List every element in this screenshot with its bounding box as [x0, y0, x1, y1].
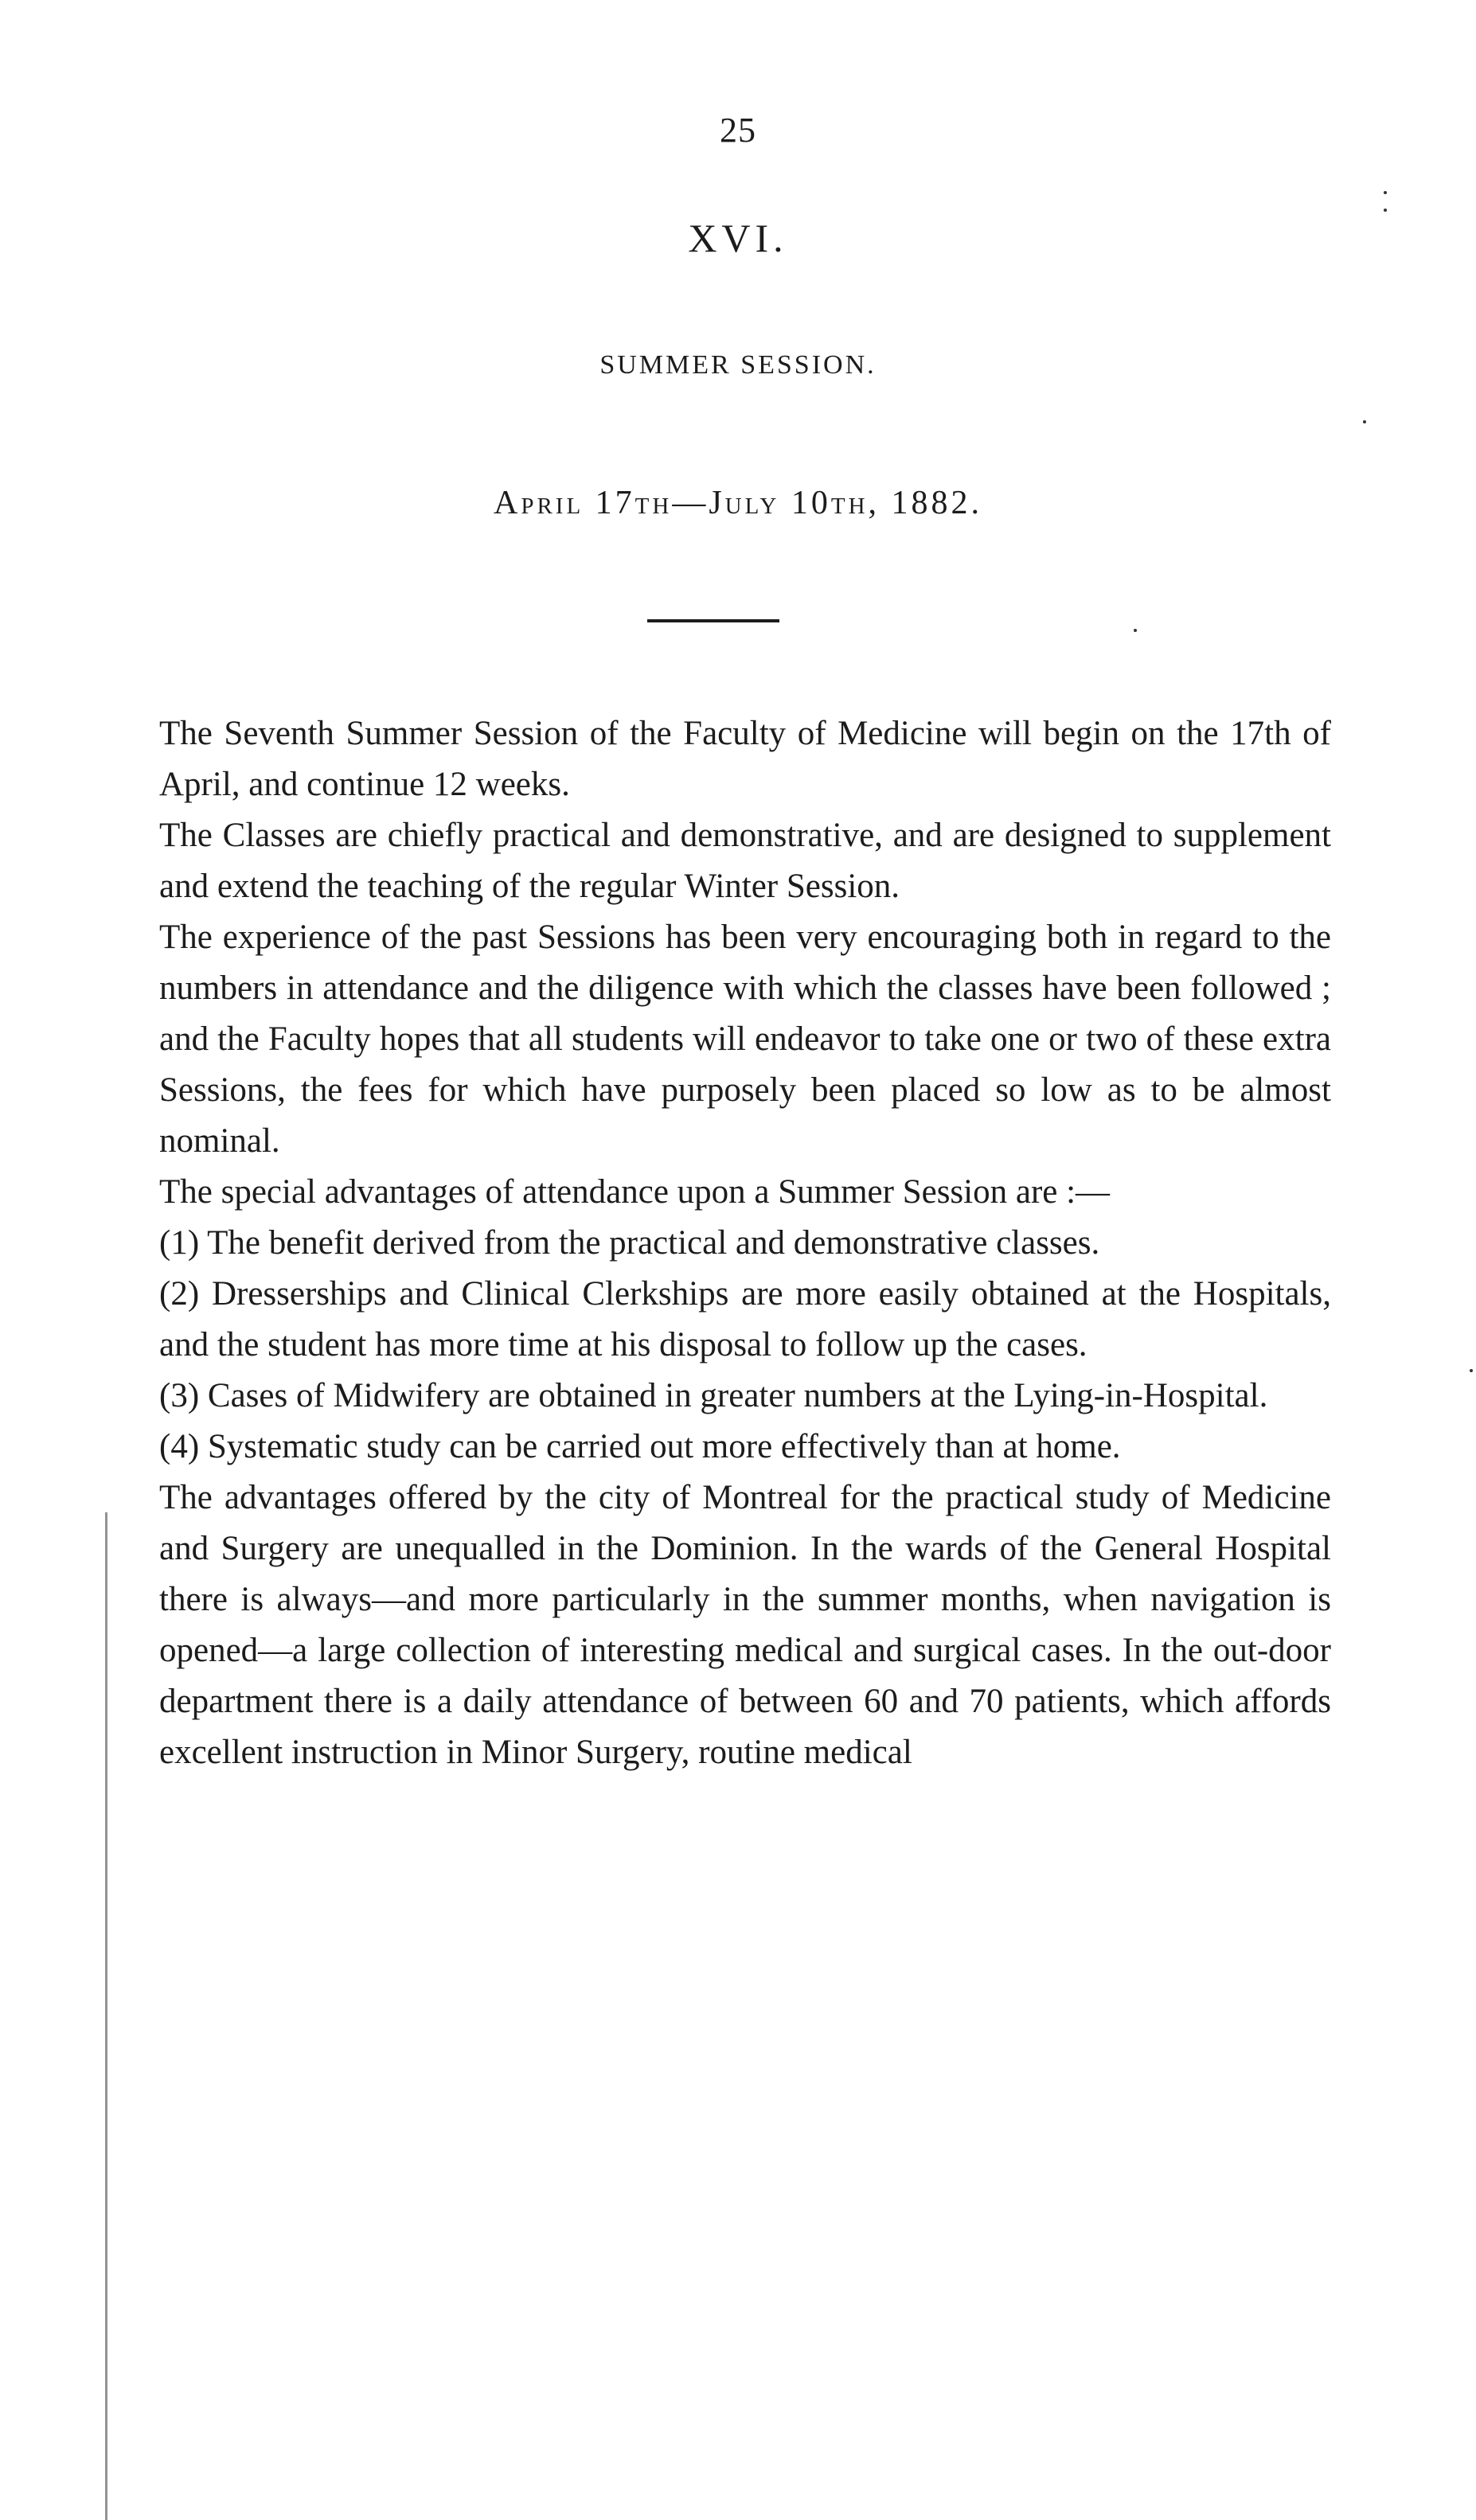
chapter-numeral: XVI.: [688, 216, 788, 260]
section-title: SUMMER SESSION.: [599, 350, 877, 380]
scan-speck: [1363, 420, 1366, 423]
paragraph-session-start: The Seventh Summer Session of the Faculty of Medicine will begin on the 17th of April, and continue 12 weeks.: [159, 715, 1331, 803]
section-divider-rule: [647, 619, 779, 622]
paragraph-classes: The Classes are chiefly practical and demonstrative, and are designed to supplement and extend the teaching of the regular Winter Session.: [159, 817, 1331, 905]
scan-speck: [1134, 629, 1137, 632]
list-item-midwifery: (3) Cases of Midwifery are obtained in greater numbers at the Lying-in-Hospital.: [159, 1377, 1268, 1414]
scan-speck: [1470, 1369, 1473, 1372]
paragraph-advantages-intro: The special advantages of attendance upon a Summer Session are :—: [159, 1173, 1111, 1211]
page-number: 25: [720, 111, 756, 150]
list-item-benefit: (1) The benefit derived from the practical and demonstrative classes.: [159, 1224, 1100, 1262]
scan-margin-line: [105, 1512, 107, 2520]
scan-speck: [1384, 191, 1387, 194]
body-text: [159, 708, 1331, 1778]
session-dates: April 17th—July 10th, 1882.: [493, 485, 983, 521]
list-item-dresserships: (2) Dresserships and Clinical Clerkships are more easily obtained at the Hospitals, and the student has more time at his disposal to follow up the cases.: [159, 1275, 1331, 1363]
scan-speck: [1384, 209, 1387, 212]
paragraph-experience: The experience of the past Sessions has been very encouraging both in regard to the numbers in attendance and the diligence with which the classes have been followed ; and the Faculty hopes that all students will endeavor to take one or two of these extra Sessions, the fees for which have purposely been placed so low as to be almost nominal.: [159, 919, 1331, 1160]
paragraph-montreal-advantages: The advantages offered by the city of Montreal for the practical study of Medicine and Surgery are unequalled in the Dominion. In the wards of the General Hospital there is always—and more particularly in the summer months, when navigation is opened—a large collection of interesting medical and surgical cases. In the out-door department there is a daily attendance of between 60 and 70 patients, which affords excellent instruction in Minor Surgery, routine medical: [159, 1479, 1331, 1771]
list-item-systematic-study: (4) Systematic study can be carried out more effectively than at home.: [159, 1428, 1121, 1465]
